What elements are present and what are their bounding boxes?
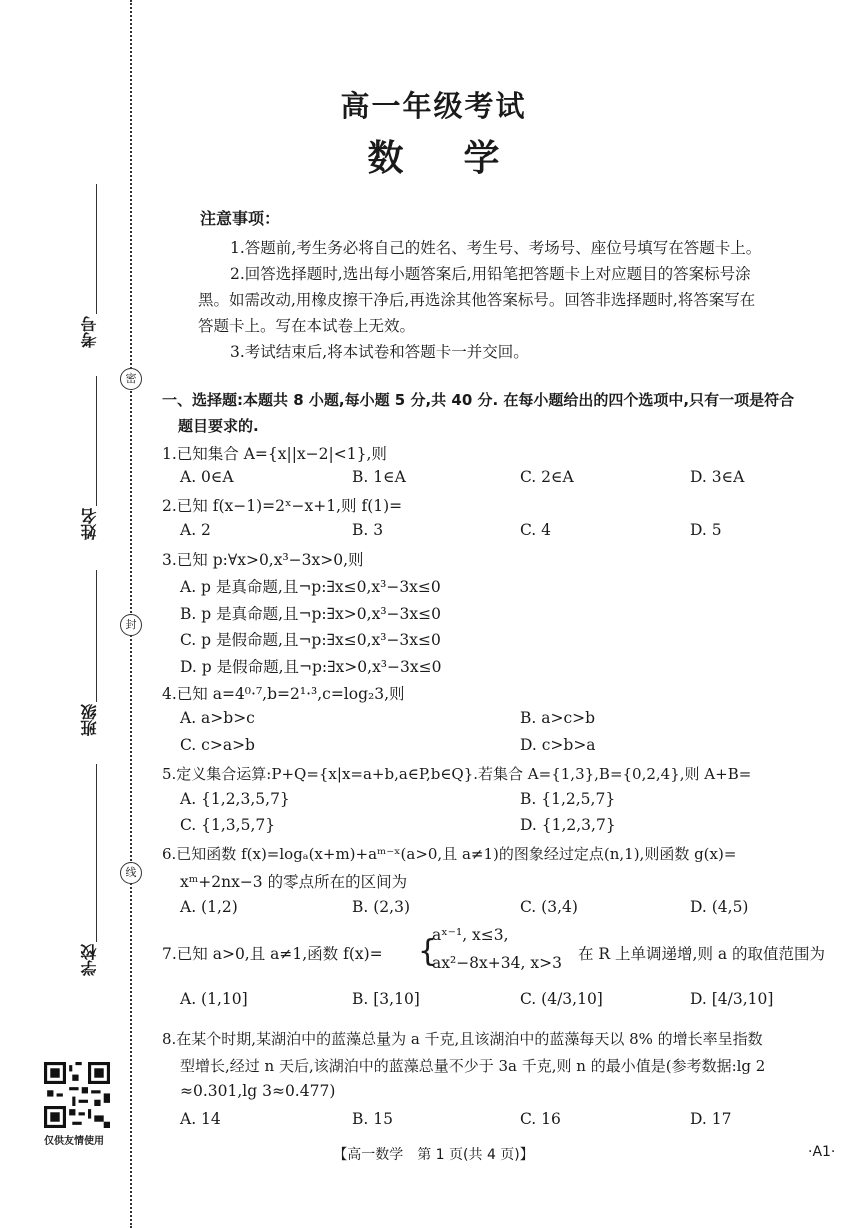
q4-option-d: D. c>b>a (520, 736, 596, 754)
question-1-stem: 1.已知集合 A={x||x−2|<1},则 (162, 445, 387, 463)
seal-mark-mi: 密 (120, 368, 142, 390)
notice-line: 1.答题前,考生务必将自己的姓名、考生号、考场号、座位号填写在答题卡上。 (230, 239, 762, 257)
question-7-stem-cont: 在 R 上单调递增,则 a 的取值范围为 (578, 945, 826, 963)
q2-option-b: B. 3 (352, 521, 384, 539)
subject-title: 数学 (367, 138, 560, 179)
q3-option-b: B. p 是真命题,且¬p:∃x>0,x³−3x≤0 (180, 605, 441, 623)
notice-line: 3.考试结束后,将本试卷和答题卡一并交回。 (230, 343, 529, 361)
notice-line: 黑。如需改动,用橡皮擦干净后,再选涂其他答案标号。回答非选择题时,将答案写在 (198, 291, 756, 309)
piecewise-brace-icon: { (418, 934, 438, 969)
q8-option-b: B. 15 (352, 1110, 393, 1128)
q8-option-a: A. 14 (180, 1110, 221, 1128)
q7-option-c: C. (4/3,10] (520, 990, 603, 1008)
class-line (96, 570, 97, 702)
qr-code-icon (44, 1062, 110, 1128)
question-8-stem-cont2: ≈0.301,lg 3≈0.477) (180, 1082, 336, 1100)
q7-piece-1: aˣ⁻¹, x≤3, (432, 926, 509, 944)
q2-option-d: D. 5 (690, 521, 722, 539)
section-heading-cont: 题目要求的. (178, 417, 259, 435)
q8-option-d: D. 17 (690, 1110, 732, 1128)
q6-option-c: C. (3,4) (520, 898, 578, 916)
notice-line: 2.回答选择题时,选出每小题答案后,用铅笔把答题卡上对应题目的答案标号涂 (230, 265, 751, 283)
exam-number-line (96, 184, 97, 314)
label-school: 学校 (80, 944, 99, 976)
question-5-stem: 5.定义集合运算:P+Q={x|x=a+b,a∈P,b∈Q}.若集合 A={1,3},B={0,2,4},则 A+B= (162, 765, 752, 783)
q1-option-b: B. 1∈A (352, 468, 406, 486)
question-2-stem: 2.已知 f(x−1)=2ˣ−x+1,则 f(1)= (162, 497, 403, 515)
label-name: 姓名 (80, 508, 99, 540)
label-exam-number: 考号 (80, 316, 99, 348)
q7-option-b: B. [3,10] (352, 990, 420, 1008)
notice-heading: 注意事项： (200, 209, 281, 228)
q6-option-b: B. (2,3) (352, 898, 410, 916)
notice-line: 答题卡上。写在本试卷上无效。 (198, 317, 416, 335)
q1-option-c: C. 2∈A (520, 468, 574, 486)
question-6-stem: 6.已知函数 f(x)=logₐ(x+m)+aᵐ⁻ˣ(a>0,且 a≠1)的图象经过定点(n,1),则函数 g(x)= (162, 845, 737, 863)
section-heading: 一、选择题:本题共 8 小题,每小题 5 分,共 40 分. 在每小题给出的四个选项中,只有一项是符合 (162, 391, 795, 409)
question-3-stem: 3.已知 p:∀x>0,x³−3x>0,则 (162, 551, 364, 569)
q1-option-a: A. 0∈A (180, 468, 234, 486)
seal-mark-feng: 封 (120, 614, 142, 636)
q1-option-d: D. 3∈A (690, 468, 745, 486)
question-8-stem: 8.在某个时期,某湖泊中的蓝藻总量为 a 千克,且该湖泊中的蓝藻每天以 8% 的增长率呈指数 (162, 1030, 763, 1048)
question-8-stem-cont: 型增长,经过 n 天后,该湖泊中的蓝藻总量不少于 3a 千克,则 n 的最小值是(参考数据:lg 2 (180, 1057, 766, 1075)
q4-option-c: C. c>a>b (180, 736, 255, 754)
qr-caption: 仅供友情使用 (44, 1136, 104, 1147)
label-class: 班级 (80, 704, 99, 736)
q5-option-a: A. {1,2,3,5,7} (180, 790, 290, 808)
page-footer: 【高一数学 第 1 页(共 4 页)】 (333, 1147, 534, 1163)
question-4-stem: 4.已知 a=4⁰·⁷,b=2¹·³,c=log₂3,则 (162, 685, 405, 703)
q3-option-c: C. p 是假命题,且¬p:∃x≤0,x³−3x≤0 (180, 631, 441, 649)
q2-option-c: C. 4 (520, 521, 552, 539)
question-7-stem: 7.已知 a>0,且 a≠1,函数 f(x)= (162, 945, 383, 963)
q6-option-a: A. (1,2) (180, 898, 238, 916)
exam-title: 高一年级考试 (340, 89, 527, 123)
q3-option-a: A. p 是真命题,且¬p:∃x≤0,x³−3x≤0 (180, 578, 441, 596)
q4-option-a: A. a>b>c (180, 709, 255, 727)
q5-option-b: B. {1,2,5,7} (520, 790, 616, 808)
school-line (96, 764, 97, 942)
seal-mark-xian: 线 (120, 862, 142, 884)
q7-option-a: A. (1,10] (180, 990, 248, 1008)
q8-option-c: C. 16 (520, 1110, 561, 1128)
q7-option-d: D. [4/3,10] (690, 990, 774, 1008)
q2-option-a: A. 2 (180, 521, 211, 539)
name-line (96, 376, 97, 506)
page-code: ·A1· (808, 1144, 836, 1160)
q3-option-d: D. p 是假命题,且¬p:∃x>0,x³−3x≤0 (180, 658, 442, 676)
q6-option-d: D. (4,5) (690, 898, 749, 916)
q7-piece-2: ax²−8x+34, x>3 (432, 954, 562, 972)
question-6-stem-cont: xᵐ+2nx−3 的零点所在的区间为 (180, 873, 408, 891)
q4-option-b: B. a>c>b (520, 709, 596, 727)
q5-option-c: C. {1,3,5,7} (180, 816, 276, 834)
q5-option-d: D. {1,2,3,7} (520, 816, 616, 834)
